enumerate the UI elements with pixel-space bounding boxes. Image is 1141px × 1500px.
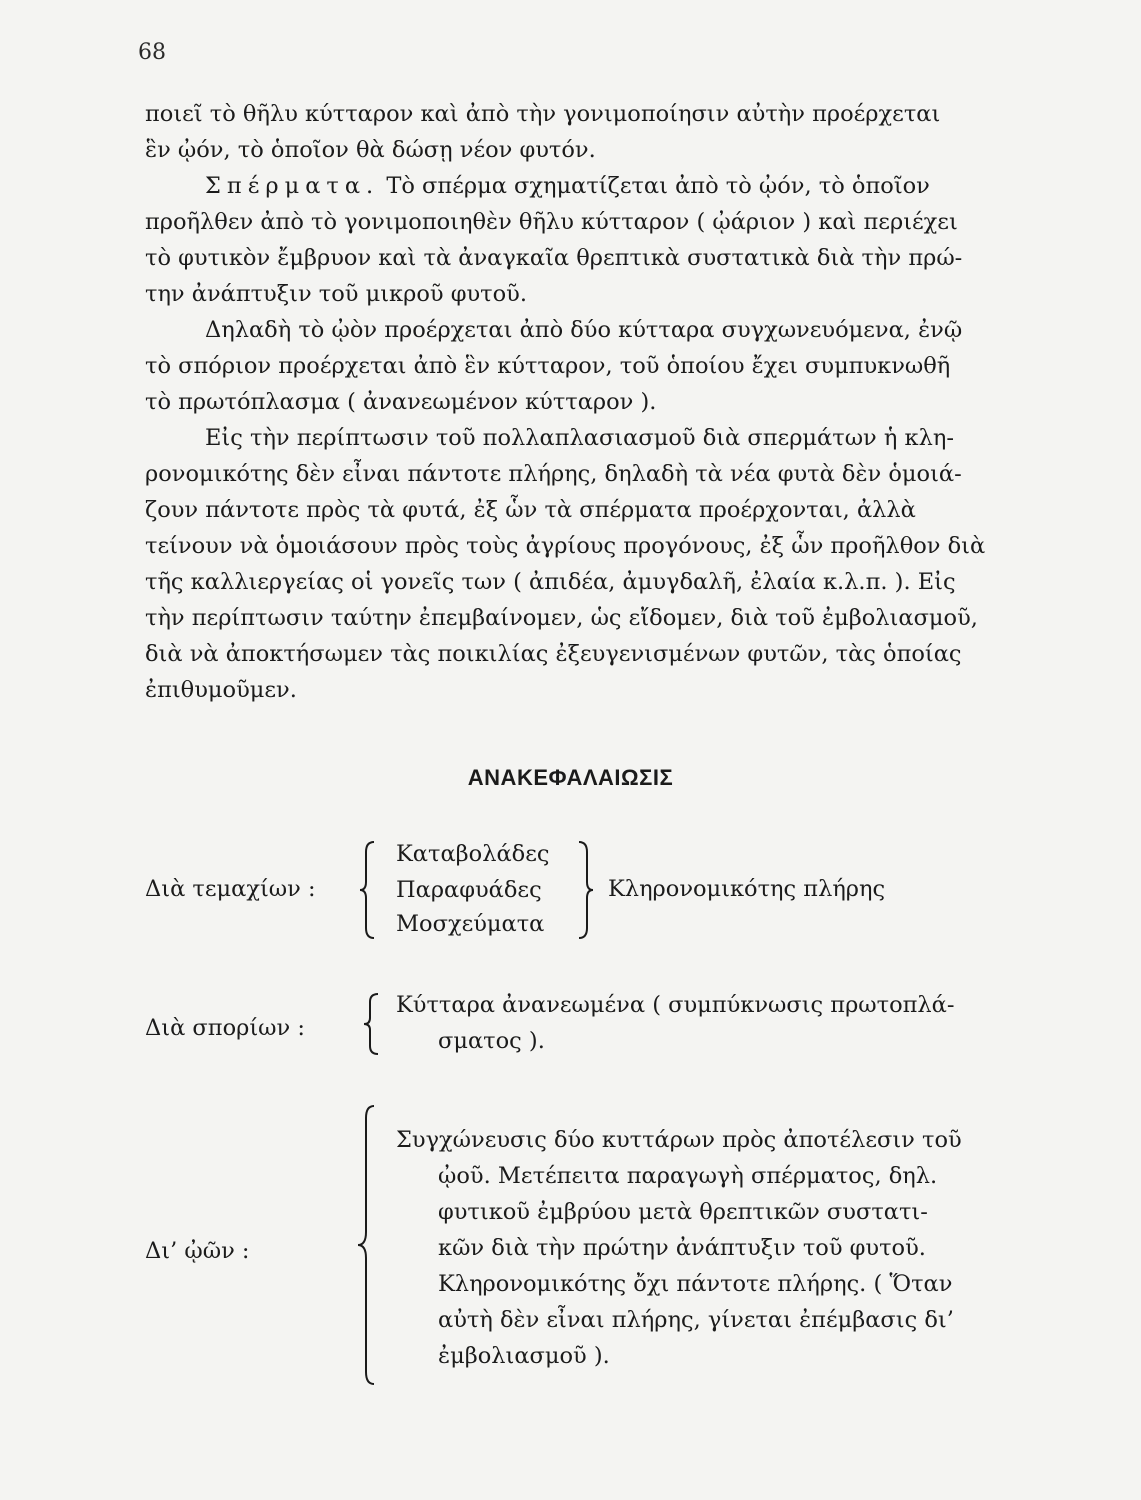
summary-heading: ΑΝΑΚΕΦΑΛΑΙΩΣΙΣ bbox=[467, 765, 674, 790]
text-line: ἐπιθυμοῦμεν. bbox=[145, 677, 297, 703]
section-term-spermata: Σπέρματα. bbox=[205, 173, 380, 199]
eggs-line: Συγχώνευσις δύο κυττάρων πρὸς ἀποτέλεσιν τοῦ bbox=[396, 1127, 962, 1153]
text-line: τὴν περίπτωσιν ταύτην ἐπεμβαίνομεν, ὡς εἴδομεν, διὰ τοῦ ἐμβολιασμοῦ, bbox=[145, 605, 978, 631]
cuttings-result: Κληρονομικότης πλήρης bbox=[608, 876, 886, 902]
text-line: προῆλθεν ἀπὸ τὸ γονιμοποιηθὲν θῆλυ κύτταρον ( ᾠάριον ) καὶ περιέχει bbox=[145, 209, 958, 235]
eggs-line: ἐμβολιασμοῦ ). bbox=[438, 1343, 610, 1369]
text-line: τὸ πρωτόπλασμα ( ἀνανεωμένον κύτταρον ). bbox=[145, 389, 657, 415]
eggs-line: ᾠοῦ. Μετέπειτα παραγωγὴ σπέρματος, δηλ. bbox=[438, 1163, 938, 1189]
right-brace bbox=[575, 840, 595, 940]
text-line: τείνουν νὰ ὁμοιάσουν πρὸς τοὺς ἀγρίους προγόνους, ἐξ ὧν προῆλθον διὰ bbox=[145, 533, 986, 559]
spores-label: Διὰ σπορίων : bbox=[145, 1015, 305, 1041]
left-brace bbox=[362, 992, 382, 1056]
text-line: τὸ φυτικὸν ἔμβρυον καὶ τὰ ἀναγκαῖα θρεπτικὰ συστατικὰ διὰ τὴν πρώ- bbox=[145, 245, 963, 271]
text-line: Εἰς τὴν περίπτωσιν τοῦ πολλαπλασιασμοῦ διὰ σπερμάτων ἡ κλη- bbox=[205, 425, 954, 451]
text-line: Δηλαδὴ τὸ ᾠὸν προέρχεται ἀπὸ δύο κύτταρα συγχωνευόμενα, ἐνῷ bbox=[205, 317, 963, 343]
eggs-line: φυτικοῦ ἐμβρύου μετὰ θρεπτικῶν συστατι- bbox=[438, 1199, 928, 1225]
eggs-line: Κληρονομικότης ὄχι πάντοτε πλήρης. ( Ὅταν bbox=[438, 1271, 953, 1297]
text-line: ποιεῖ τὸ θῆλυ κύτταρον καὶ ἀπὸ τὴν γονιμοποίησιν αὐτὴν προέρχεται bbox=[145, 101, 941, 127]
left-brace bbox=[356, 1104, 378, 1386]
spores-line: σματος ). bbox=[438, 1028, 545, 1054]
spores-line: Κύτταρα ἀνανεωμένα ( συμπύκνωσις πρωτοπλά- bbox=[396, 992, 955, 1018]
cuttings-item: Καταβολάδες bbox=[396, 841, 550, 867]
text-line: τῆς καλλιεργείας οἱ γονεῖς των ( ἀπιδέα, ἀμυγδαλῆ, ἐλαία κ.λ.π. ). Εἰς bbox=[145, 569, 956, 595]
eggs-line: αὐτὴ δὲν εἶναι πλήρης, γίνεται ἐπέμβασις δι’ bbox=[438, 1307, 954, 1333]
text-line: ρονομικότης δὲν εἶναι πάντοτε πλήρης, δηλαδὴ τὰ νέα φυτὰ δὲν ὁμοιά- bbox=[145, 461, 962, 487]
text-line: τὸ σπόριον προέρχεται ἀπὸ ἓν κύτταρον, τοῦ ὁποίου ἔχει συμπυκνωθῆ bbox=[145, 353, 951, 379]
cuttings-item: Παραφυάδες bbox=[396, 877, 542, 903]
eggs-label: Δι’ ᾠῶν : bbox=[145, 1238, 250, 1264]
text-line: ἓν ᾠόν, τὸ ὁποῖον θὰ δώσῃ νέον φυτόν. bbox=[145, 137, 596, 163]
text-line: την ἀνάπτυξιν τοῦ μικροῦ φυτοῦ. bbox=[145, 281, 527, 307]
text-line: ζουν πάντοτε πρὸς τὰ φυτά, ἐξ ὧν τὰ σπέρματα προέρχονται, ἀλλὰ bbox=[145, 497, 916, 523]
eggs-line: κῶν διὰ τὴν πρώτην ἀνάπτυξιν τοῦ φυτοῦ. bbox=[438, 1235, 926, 1261]
left-brace bbox=[358, 840, 378, 940]
text-line bbox=[205, 175, 930, 198]
text-line: διὰ νὰ ἀποκτήσωμεν τὰς ποικιλίας ἐξευγενισμένων φυτῶν, τὰς ὁποίας bbox=[145, 641, 962, 667]
text-span: Τὸ σπέρμα σχηματίζεται ἀπὸ τὸ ᾠόν, τὸ ὁποῖον bbox=[379, 173, 930, 199]
cuttings-label: Διὰ τεμαχίων : bbox=[145, 876, 316, 902]
page-number: 68 bbox=[138, 40, 166, 65]
cuttings-item: Μοσχεύματα bbox=[396, 911, 545, 937]
